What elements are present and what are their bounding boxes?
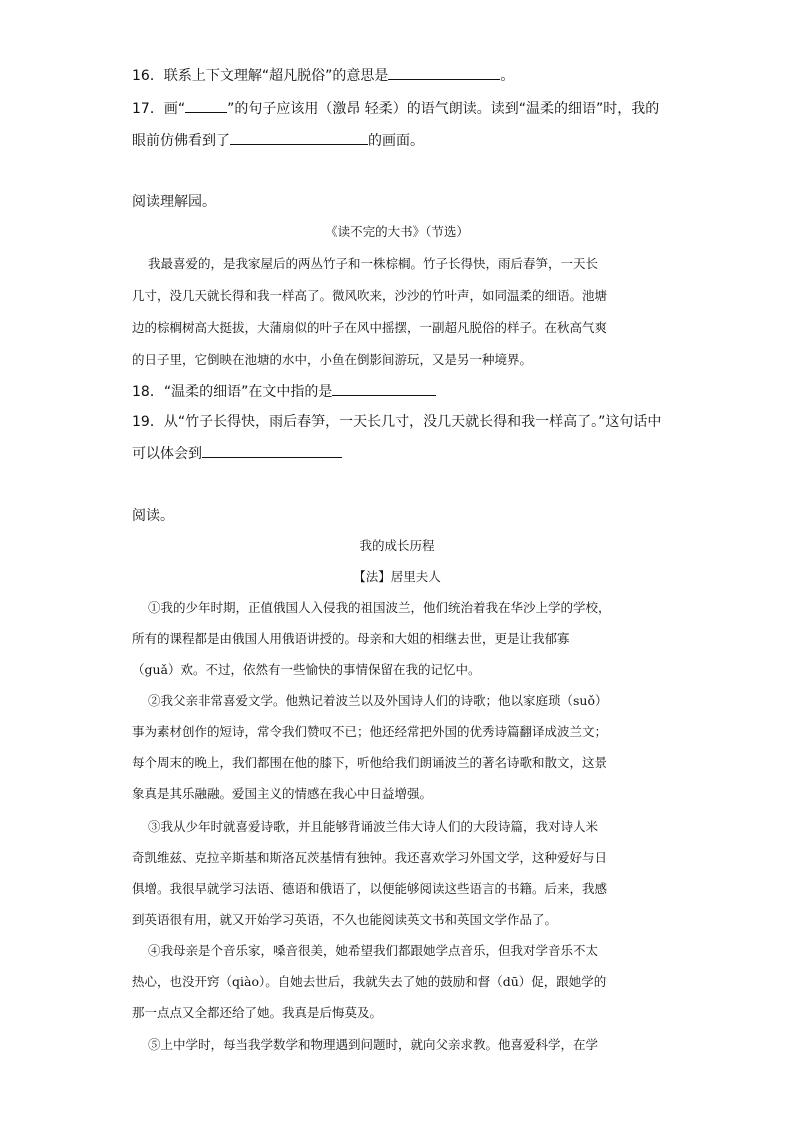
- section-2-line: ②我父亲非常喜爱文学。他熟记着波兰以及外国诗人们的诗歌；他以家庭琐（suǒ）: [148, 693, 608, 708]
- answer-blank-16[interactable]: [388, 64, 500, 80]
- section-2-line: 到英语很有用，就又开始学习英语，不久也能阅读英文书和英国文学作品了。: [132, 912, 558, 927]
- section-2-author: 【法】居里夫人: [353, 569, 441, 584]
- section-2-line: ③我从少年时就喜爱诗歌，并且能够背诵波兰伟大诗人们的大段诗篇，我对诗人米: [148, 819, 599, 834]
- section-2-line: 象真是其乐融融。爱国主义的情感在我心中日益增强。: [132, 786, 433, 801]
- question-18: [132, 380, 436, 402]
- section-1-heading: 阅读理解园。: [132, 194, 216, 210]
- section-2-line: 事为素材创作的短诗，常令我们赞叹不已；他还经常把外国的优秀诗篇翻译成波兰文；: [132, 724, 608, 739]
- question-19-line-1: 19．从“竹子长得快，雨后春笋，一天长几寸，没几天就长得和我一样高了。”这句话中: [132, 414, 662, 430]
- question-17-line-1: [132, 97, 659, 119]
- question-17-line-2-end: 的画面。: [368, 133, 424, 149]
- answer-blank-18[interactable]: [332, 380, 436, 396]
- answer-blank-17[interactable]: [230, 129, 368, 145]
- section-2-line: （guǎ）欢。不过，依然有一些愉快的事情保留在我的记忆中。: [132, 662, 481, 677]
- section-1-line: 边的棕榈树高大挺拔，大蒲扇似的叶子在风中摇摆，一副超凡脱俗的样子。在秋高气爽: [132, 320, 608, 335]
- question-18-text: 18．“温柔的细语”在文中指的是: [132, 384, 333, 400]
- section-2-line: 奇凯维兹、克拉辛斯基和斯洛瓦茨基情有独钟。我还喜欢学习外国文学，这种爱好与日: [132, 850, 608, 865]
- section-2-title: 我的成长历程: [359, 538, 435, 553]
- section-1-line: 几寸，没几天就长得和我一样高了。微风吹来，沙沙的竹叶声，如同温柔的细语。池塘: [132, 288, 608, 303]
- section-1-line: 我最喜爱的，是我家屋后的两丛竹子和一株棕榈。竹子长得快，雨后春笋，一天长: [148, 256, 599, 271]
- section-2-heading: 阅读。: [132, 508, 174, 524]
- section-2-line: ①我的少年时期，正值俄国人入侵我的祖国波兰，他们统治着我在华沙上学的学校，: [148, 600, 611, 615]
- underline-sentence-blank[interactable]: [185, 97, 227, 113]
- section-2-line: 那一点点又全都还给了她。我真是后悔莫及。: [132, 1005, 383, 1020]
- section-2-line: 所有的课程都是由俄国人用俄语讲授的。母亲和大姐的相继去世，更是让我郁寡: [132, 631, 570, 646]
- question-16: [132, 64, 514, 86]
- section-1-line: 的日子里，它倒映在池塘的水中，小鱼在倒影间游玩，又是另一种境界。: [132, 352, 533, 367]
- section-2-line: ④我母亲是个音乐家，嗓音很美，她希望我们都跟她学点音乐，但我对学音乐不太: [148, 943, 599, 958]
- question-19-line-2-text: 可以体会到: [132, 446, 202, 462]
- question-16-text: 16．联系上下文理解“超凡脱俗”的意思是: [132, 68, 389, 84]
- question-17-part-2: ”的句子应该用（激昂 轻柔）的语气朗读。读到“温柔的细语”时，我的: [227, 101, 660, 117]
- section-2-line: 每个周末的晚上，我们都围在他的膝下，听他给我们朗诵波兰的著名诗歌和散文，这景: [132, 755, 608, 770]
- question-17-line-2: [132, 129, 424, 151]
- question-16-end: 。: [500, 68, 515, 84]
- section-2-line: 热心，也没开窍（qiào）。自她去世后，我就失去了她的鼓励和督（dū）促，跟她学的: [132, 974, 607, 989]
- section-2-line: 俱增。我很早就学习法语、德语和俄语了，以便能够阅读这些语言的书籍。后来，我感: [132, 881, 608, 896]
- answer-blank-19[interactable]: [202, 442, 342, 458]
- question-17-line-2-start: 眼前仿佛看到了: [132, 133, 230, 149]
- question-19-line-2: [132, 442, 342, 464]
- section-2-line: ⑤上中学时，每当我学数学和物理遇到问题时，就向父亲求教。他喜爱科学，在学: [148, 1037, 599, 1052]
- question-17-part-1: 17．画“: [132, 101, 186, 117]
- section-1-title: 《读不完的大书》（节选）: [325, 224, 469, 239]
